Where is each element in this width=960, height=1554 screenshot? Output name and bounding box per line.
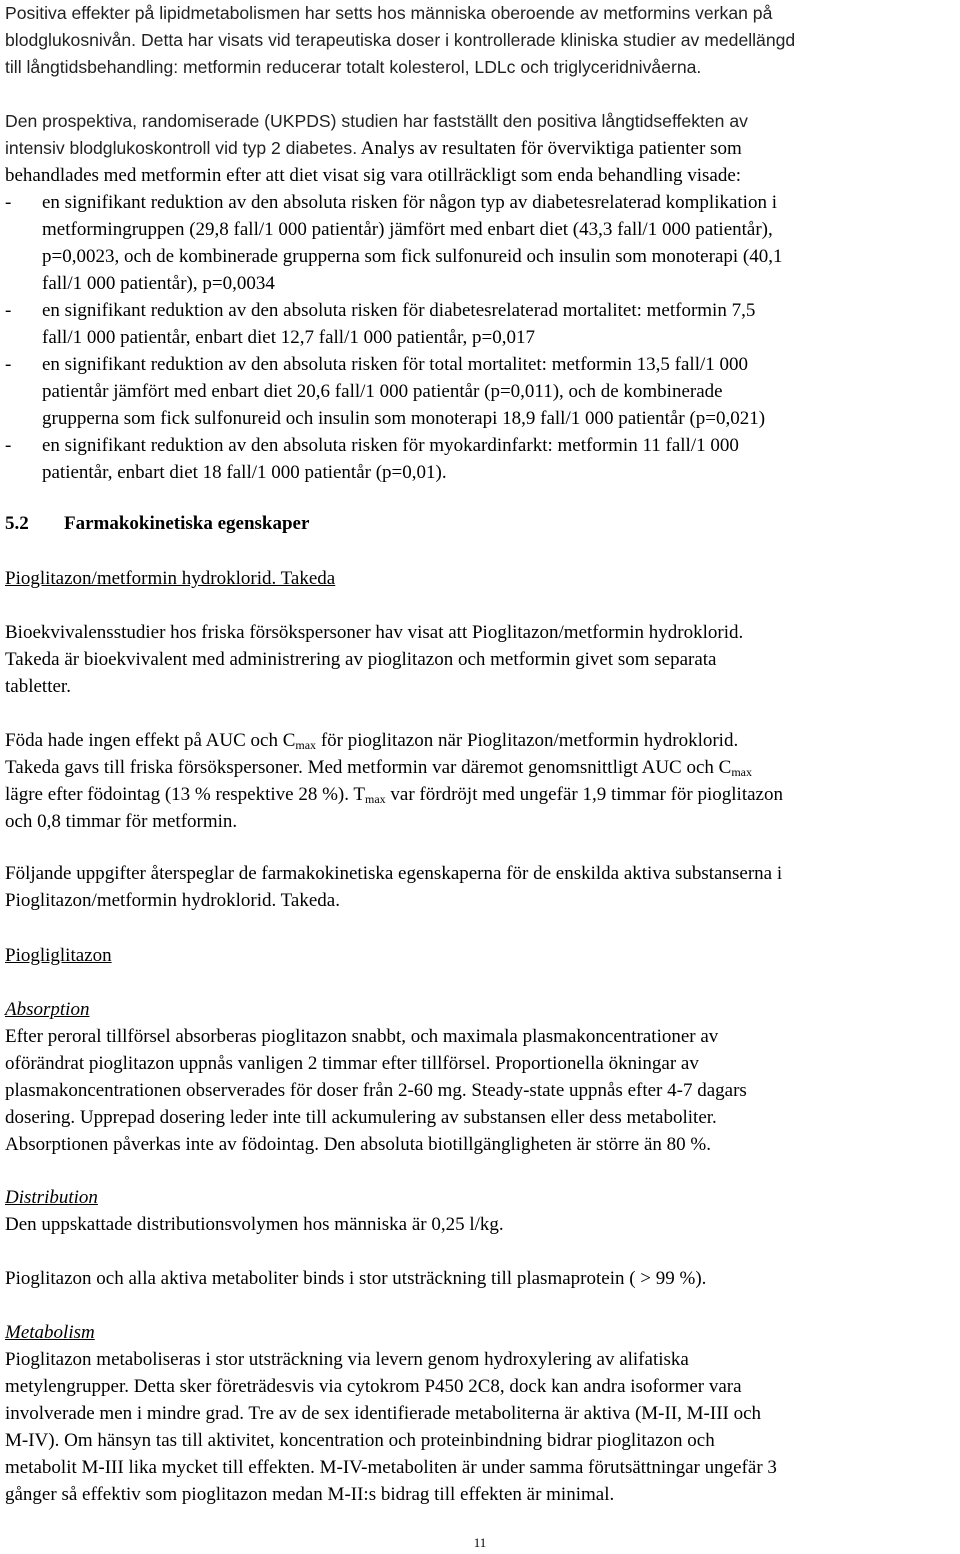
subscript: max <box>365 792 386 806</box>
text-line: Pioglitazon metaboliseras i stor utsträckning via levern genom hydroxylering av alifatiska <box>5 1349 689 1370</box>
text-line: oförändrat pioglitazon uppnås vanligen 2 timmar efter tillförsel. Proportionella ökningar av <box>5 1053 699 1074</box>
text-line: Positiva effekter på lipidmetabolismen har setts hos människa oberoende av metformins verkan på <box>5 3 773 23</box>
bullet-dash: - <box>5 300 12 321</box>
section-title: Farmakokinetiska egenskaper <box>64 513 310 534</box>
substance-heading <box>5 942 955 969</box>
text-line: och 0,8 timmar för metformin. <box>5 811 238 832</box>
bullet-dash: - <box>5 354 12 375</box>
distribution-heading: Distribution <box>5 1187 98 1208</box>
text-line: fall/1 000 patientår), p=0,0034 <box>42 273 275 294</box>
metabolism-section <box>5 1319 955 1508</box>
substance-heading-text: Piogliglitazon <box>5 945 112 966</box>
absorption-section <box>5 996 955 1158</box>
protein-binding-paragraph <box>5 1265 955 1292</box>
text-line: blodglukosnivån. Detta har visats vid terapeutiska doser i kontrollerade kliniska studier av medellängd <box>5 30 796 50</box>
text-line: till långtidsbehandling: metformin reducerar totalt kolesterol, LDLc och triglyceridnivåerna. <box>5 57 702 77</box>
bullet-item <box>5 189 955 297</box>
section-number: 5.2 <box>5 513 29 534</box>
text-line: Den prospektiva, randomiserade (UKPDS) studien har fastställt den positiva långtidseffekten av <box>5 111 748 131</box>
bullet-dash: - <box>5 435 12 456</box>
absorption-heading: Absorption <box>5 999 90 1020</box>
text-line: Den uppskattade distributionsvolymen hos människa är 0,25 l/kg. <box>5 1214 504 1235</box>
text-line: Efter peroral tillförsel absorberas pioglitazon snabbt, och maximala plasmakoncentrationer av <box>5 1026 719 1047</box>
bullet-item <box>5 297 955 351</box>
ukpds-paragraph <box>5 108 955 486</box>
text-line: Bioekvivalensstudier hos friska försökspersoner hav visat att Pioglitazon/metformin hydroklorid. <box>5 622 744 643</box>
bullet-dash: - <box>5 192 12 213</box>
food-effect-paragraph <box>5 727 955 835</box>
lipid-paragraph <box>5 0 955 81</box>
metabolism-heading: Metabolism <box>5 1322 95 1343</box>
text-line: intensiv blodglukoskontroll vid typ 2 diabetes. <box>5 138 358 158</box>
text-line: patientår jämfört med enbart diet 20,6 fall/1 000 patientår (p=0,011), och de kombinerade <box>42 381 723 402</box>
text-line: Takeda är bioekvivalent med administrering av pioglitazon och metformin givet som separata <box>5 649 717 670</box>
text-line: en signifikant reduktion av den absoluta risken för total mortalitet: metformin 13,5 fall/1 000 <box>42 354 749 375</box>
text-line: Pioglitazon/metformin hydroklorid. Takeda. <box>5 890 340 911</box>
text-line: Analys av resultaten för överviktiga patienter som <box>360 138 742 159</box>
product-heading <box>5 565 955 592</box>
page-number: 11 <box>473 1535 487 1550</box>
text-line: fall/1 000 patientår, enbart diet 12,7 fall/1 000 patientår, p=0,017 <box>42 327 536 348</box>
text-line: patientår, enbart diet 18 fall/1 000 patientår (p=0,01). <box>42 462 447 483</box>
text-line: en signifikant reduktion av den absoluta risken för någon typ av diabetesrelaterad komplikation i <box>42 192 777 213</box>
text-line: en signifikant reduktion av den absoluta risken för diabetesrelaterad mortalitet: metformin 7,5 <box>42 300 756 321</box>
text-fragment: för pioglitazon när Pioglitazon/metformin hydroklorid. <box>316 730 739 751</box>
text-line: gånger så effektiv som pioglitazon medan M-II:s bidrag till effekten är minimal. <box>5 1484 615 1505</box>
text-line: plasmakoncentrationen observerades för doser från 2-60 mg. Steady-state uppnås efter 4-7 dagars <box>5 1080 747 1101</box>
text-line: Pioglitazon och alla aktiva metaboliter binds i stor utsträckning till plasmaprotein ( > 99 %). <box>5 1268 707 1289</box>
text-line: en signifikant reduktion av den absoluta risken för myokardinfarkt: metformin 11 fall/1 000 <box>42 435 739 456</box>
section-heading <box>5 510 955 537</box>
text-fragment: lägre efter födointag (13 % respektive 28 %). T <box>5 784 365 805</box>
text-line: tabletter. <box>5 676 71 697</box>
text-line: metylengrupper. Detta sker företrädesvis via cytokrom P450 2C8, dock kan andra isoformer vara <box>5 1376 742 1397</box>
subscript: max <box>295 738 317 752</box>
product-heading-text: Pioglitazon/metformin hydroklorid. Takeda <box>5 568 336 589</box>
text-line: Följande uppgifter återspeglar de farmakokinetiska egenskaperna för de enskilda aktiva substanserna i <box>5 863 783 884</box>
text-fragment: Föda hade ingen effekt på AUC och C <box>5 730 296 751</box>
text-line: grupperna som fick sulfonureid och insulin som monoterapi 18,9 fall/1 000 patientår (p=0,021) <box>42 408 766 429</box>
bullet-item <box>5 351 955 432</box>
text-line: behandlades med metformin efter att diet visat sig vara otillräckligt som enda behandling visade: <box>5 165 742 186</box>
distribution-section <box>5 1184 955 1238</box>
text-fragment: Takeda gavs till friska försökspersoner. Med metformin var däremot genomsnittligt AUC och C <box>5 757 732 778</box>
text-line: Absorptionen påverkas inte av födointag. Den absoluta biotillgängligheten är större än 80 %. <box>5 1134 711 1155</box>
text-line: M-IV). Om hänsyn tas till aktivitet, koncentration och proteinbindning bidrar pioglitazon och <box>5 1430 715 1451</box>
bullet-item <box>5 432 955 486</box>
text-line: p=0,0023, och de kombinerade grupperna som fick sulfonureid och insulin som monoterapi (40,1 <box>42 246 783 267</box>
text-line: metabolit M-III lika mycket till effekten. M-IV-metaboliten är under samma förutsättningar ungefär 3 <box>5 1457 777 1478</box>
following-paragraph <box>5 860 955 914</box>
text-fragment: var fördröjt med ungefär 1,9 timmar för pioglitazon <box>385 784 783 805</box>
bioequivalence-paragraph <box>5 619 955 700</box>
subscript: max <box>731 765 753 779</box>
text-line: metformingruppen (29,8 fall/1 000 patientår) jämfört med enbart diet (43,3 fall/1 000 patientår), <box>42 219 773 240</box>
text-line: dosering. Upprepad dosering leder inte till ackumulering av substansen eller dess metaboliter. <box>5 1107 717 1128</box>
text-line: involverade men i mindre grad. Tre av de sex identifierade metaboliterna är aktiva (M-II, M-III och <box>5 1403 762 1424</box>
